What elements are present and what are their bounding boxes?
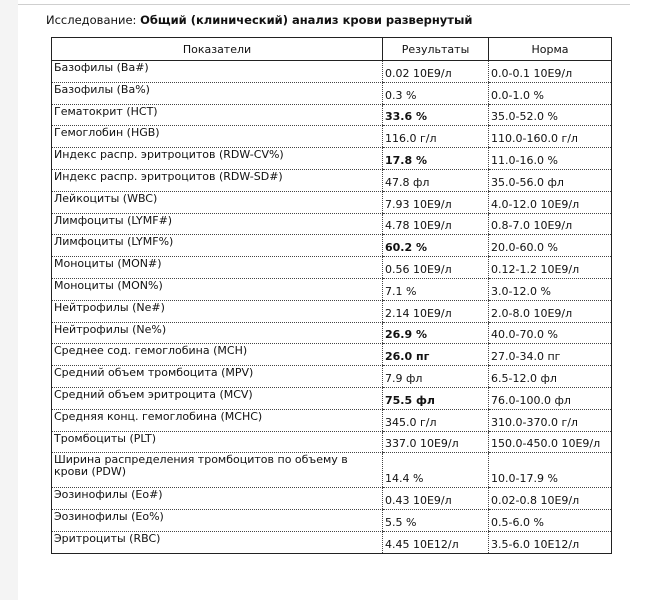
result-value: 116.0 г/л xyxy=(383,126,489,148)
table-row xyxy=(52,366,612,388)
result-value: 0.56 10E9/л xyxy=(383,257,489,279)
study-name: Общий (клинический) анализ крови развернутый xyxy=(140,13,473,27)
result-value: 0.3 % xyxy=(383,82,489,104)
reference-range: 40.0-70.0 % xyxy=(489,322,612,344)
result-value: 5.5 % xyxy=(383,510,489,532)
result-value: 17.8 % xyxy=(383,148,489,170)
table-row xyxy=(52,344,612,366)
reference-range: 20.0-60.0 % xyxy=(489,235,612,257)
study-title xyxy=(46,13,472,27)
column-header-result: Результаты xyxy=(383,38,489,61)
table-row xyxy=(52,510,612,532)
parameter-name: Лимфоциты (LYMF%) xyxy=(52,235,383,257)
parameter-name: Моноциты (MON#) xyxy=(52,257,383,279)
result-value: 337.0 10E9/л xyxy=(383,431,489,453)
parameter-name: Индекс распр. эритроцитов (RDW-SD#) xyxy=(52,169,383,191)
parameter-name: Тромбоциты (PLT) xyxy=(52,431,383,453)
parameter-name: Лейкоциты (WBC) xyxy=(52,191,383,213)
parameter-name: Гематокрит (HCT) xyxy=(52,104,383,126)
table-row xyxy=(52,169,612,191)
column-header-parameter: Показатели xyxy=(52,38,383,61)
parameter-name: Моноциты (MON%) xyxy=(52,278,383,300)
result-value: 0.02 10E9/л xyxy=(383,61,489,83)
reference-range: 0.5-6.0 % xyxy=(489,510,612,532)
reference-range: 0.0-0.1 10E9/л xyxy=(489,61,612,83)
table-header-row xyxy=(52,38,612,61)
table-row xyxy=(52,387,612,409)
table-row xyxy=(52,104,612,126)
table-row xyxy=(52,531,612,553)
result-value: 26.9 % xyxy=(383,322,489,344)
result-value: 4.45 10E12/л xyxy=(383,531,489,553)
result-value: 33.6 % xyxy=(383,104,489,126)
reference-range: 6.5-12.0 фл xyxy=(489,366,612,388)
reference-range: 3.0-12.0 % xyxy=(489,278,612,300)
reference-range: 76.0-100.0 фл xyxy=(489,387,612,409)
result-value: 7.9 фл xyxy=(383,366,489,388)
parameter-name: Эритроциты (RBC) xyxy=(52,531,383,553)
parameter-name: Средний объем тромбоцита (MPV) xyxy=(52,366,383,388)
result-value: 7.1 % xyxy=(383,278,489,300)
table-row xyxy=(52,148,612,170)
result-value: 26.0 пг xyxy=(383,344,489,366)
table-row xyxy=(52,453,612,488)
table-row xyxy=(52,322,612,344)
result-value: 47.8 фл xyxy=(383,169,489,191)
table-row xyxy=(52,431,612,453)
parameter-name: Базофилы (Ba%) xyxy=(52,82,383,104)
table-row xyxy=(52,191,612,213)
parameter-name: Среднее сод. гемоглобина (MCH) xyxy=(52,344,383,366)
reference-range: 110.0-160.0 г/л xyxy=(489,126,612,148)
reference-range: 3.5-6.0 10E12/л xyxy=(489,531,612,553)
result-value: 2.14 10E9/л xyxy=(383,300,489,322)
result-value: 14.4 % xyxy=(383,453,489,488)
result-value: 75.5 фл xyxy=(383,387,489,409)
table-row xyxy=(52,82,612,104)
reference-range: 0.0-1.0 % xyxy=(489,82,612,104)
parameter-name: Базофилы (Ba#) xyxy=(52,61,383,83)
reference-range: 4.0-12.0 10E9/л xyxy=(489,191,612,213)
results-table xyxy=(51,37,612,554)
parameter-name: Индекс распр. эритроцитов (RDW-CV%) xyxy=(52,148,383,170)
table-row xyxy=(52,257,612,279)
parameter-name: Гемоглобин (HGB) xyxy=(52,126,383,148)
reference-range: 27.0-34.0 пг xyxy=(489,344,612,366)
reference-range: 10.0-17.9 % xyxy=(489,453,612,488)
reference-range: 11.0-16.0 % xyxy=(489,148,612,170)
reference-range: 0.02-0.8 10E9/л xyxy=(489,488,612,510)
reference-range: 0.8-7.0 10E9/л xyxy=(489,213,612,235)
table-row xyxy=(52,300,612,322)
result-value: 4.78 10E9/л xyxy=(383,213,489,235)
table-row xyxy=(52,61,612,83)
top-divider xyxy=(18,4,630,5)
column-header-norm: Норма xyxy=(489,38,612,61)
result-value: 60.2 % xyxy=(383,235,489,257)
table-row xyxy=(52,213,612,235)
result-value: 0.43 10E9/л xyxy=(383,488,489,510)
reference-range: 35.0-52.0 % xyxy=(489,104,612,126)
document-sheet xyxy=(18,0,670,600)
parameter-name: Лимфоциты (LYMF#) xyxy=(52,213,383,235)
results-table-body xyxy=(52,61,612,554)
table-row xyxy=(52,409,612,431)
parameter-name: Ширина распределения тромбоцитов по объему в крови (PDW) xyxy=(52,453,383,488)
parameter-name: Эозинофилы (Eo#) xyxy=(52,488,383,510)
reference-range: 2.0-8.0 10E9/л xyxy=(489,300,612,322)
parameter-name: Эозинофилы (Eo%) xyxy=(52,510,383,532)
table-row xyxy=(52,126,612,148)
parameter-name: Средняя конц. гемоглобина (MCHC) xyxy=(52,409,383,431)
reference-range: 0.12-1.2 10E9/л xyxy=(489,257,612,279)
table-row xyxy=(52,235,612,257)
parameter-name: Нейтрофилы (Ne%) xyxy=(52,322,383,344)
reference-range: 35.0-56.0 фл xyxy=(489,169,612,191)
reference-range: 310.0-370.0 г/л xyxy=(489,409,612,431)
reference-range: 150.0-450.0 10E9/л xyxy=(489,431,612,453)
parameter-name: Средний объем эритроцита (MCV) xyxy=(52,387,383,409)
table-row xyxy=(52,488,612,510)
table-row xyxy=(52,278,612,300)
result-value: 7.93 10E9/л xyxy=(383,191,489,213)
parameter-name: Нейтрофилы (Ne#) xyxy=(52,300,383,322)
result-value: 345.0 г/л xyxy=(383,409,489,431)
study-label: Исследование: xyxy=(46,13,137,27)
